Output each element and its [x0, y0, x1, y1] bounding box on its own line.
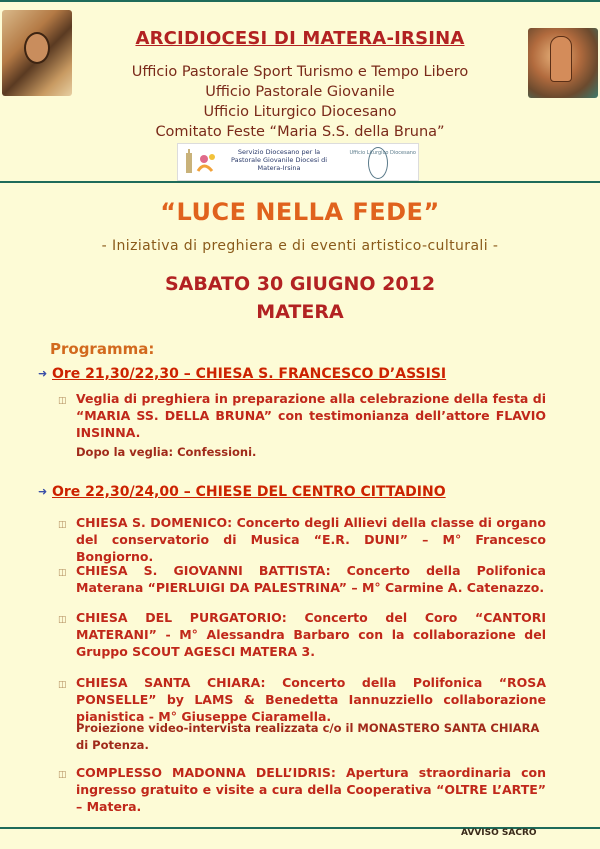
- logos-banner: [177, 143, 419, 181]
- hollow-bullet-icon: ◫: [58, 568, 67, 578]
- section-1-note: Dopo la veglia: Confessioni.: [76, 445, 257, 459]
- hollow-bullet-icon: ◫: [58, 615, 67, 625]
- office-line-4: Comitato Feste “Maria S.S. della Bruna”: [155, 124, 445, 140]
- list-item: ◫ COMPLESSO MADONNA DELL’IDRIS: Apertura straordinaria con ingresso gratuito e visite a cura della Cooperativa “OLTRE L’ARTE” – Matera.: [58, 765, 546, 814]
- event-city: MATERA: [256, 301, 344, 323]
- office-line-3: Ufficio Liturgico Diocesano: [203, 104, 397, 120]
- section-1-heading: ➜ Ore 21,30/22,30 – CHIESA S. FRANCESCO D’ASSISI: [38, 366, 447, 382]
- list-item: ◫ CHIESA DEL PURGATORIO: Concerto del Coro “CANTORI MATERANI” - M° Alessandra Barbaro con la collaborazione del Gruppo SCOUT AGESCI MATERA 3.: [58, 610, 546, 659]
- list-item: ◫ CHIESA S. DOMENICO: Concerto degli Allievi della classe di organo del conservatorio di Musica “E.R. DUNI” – M° Francesco Bongiorno.: [58, 515, 546, 564]
- office-line-2: Ufficio Pastorale Giovanile: [205, 84, 395, 100]
- hollow-bullet-icon: ◫: [58, 770, 67, 780]
- arrow-bullet-icon: ➜: [38, 367, 48, 380]
- event-title: “LUCE NELLA FEDE”: [160, 198, 440, 226]
- event-date: SABATO 30 GIUGNO 2012: [164, 273, 436, 295]
- list-item: ◫ Veglia di preghiera in preparazione alla celebrazione della festa di “MARIA SS. DELLA BRUNA” con testimonianza dell’attore FLAVIO INSINNA.: [58, 391, 546, 440]
- list-item: ◫ CHIESA SANTA CHIARA: Concerto della Polifonica “ROSA PONSELLE” by LAMS & Benedetta Iannuzziello collaborazione pianistica - M° Giuseppe Ciaramella.: [58, 675, 546, 724]
- section-2-heading: ➜ Ore 22,30/24,00 – CHIESE DEL CENTRO CITTADINO: [38, 484, 446, 500]
- program-heading: Programma:: [50, 340, 155, 358]
- hollow-bullet-icon: ◫: [58, 680, 67, 690]
- hollow-bullet-icon: ◫: [58, 520, 67, 530]
- office-line-1: Ufficio Pastorale Sport Turismo e Tempo Libero: [131, 64, 469, 80]
- logo-left-text: Servizio Diocesano per la Pastorale Giovanile Diocesi di Matera-Irsina: [230, 148, 328, 172]
- logo-right-text: Ufficio Liturgico Diocesano: [349, 150, 416, 156]
- section-2-note: Proiezione video-intervista realizzata c/o il MONASTERO SANTA CHIARA di Potenza.: [76, 721, 540, 752]
- youth-ministry-logo-icon: [182, 147, 222, 177]
- footer-label: AVVISO SACRO: [461, 828, 537, 838]
- top-rule: [0, 0, 600, 2]
- arrow-bullet-icon: ➜: [38, 485, 48, 498]
- event-subtitle: - Iniziativa di preghiera e di eventi artistico-culturali -: [101, 238, 499, 254]
- hollow-bullet-icon: ◫: [58, 396, 67, 406]
- header-rule: [0, 181, 600, 183]
- list-item: ◫ CHIESA S. GIOVANNI BATTISTA: Concerto della Polifonica Materana “PIERLUIGI DA PALESTRINA” – M° Carmine A. Catenazzo.: [58, 563, 546, 595]
- diocese-title: ARCIDIOCESI DI MATERA-IRSINA: [135, 28, 465, 49]
